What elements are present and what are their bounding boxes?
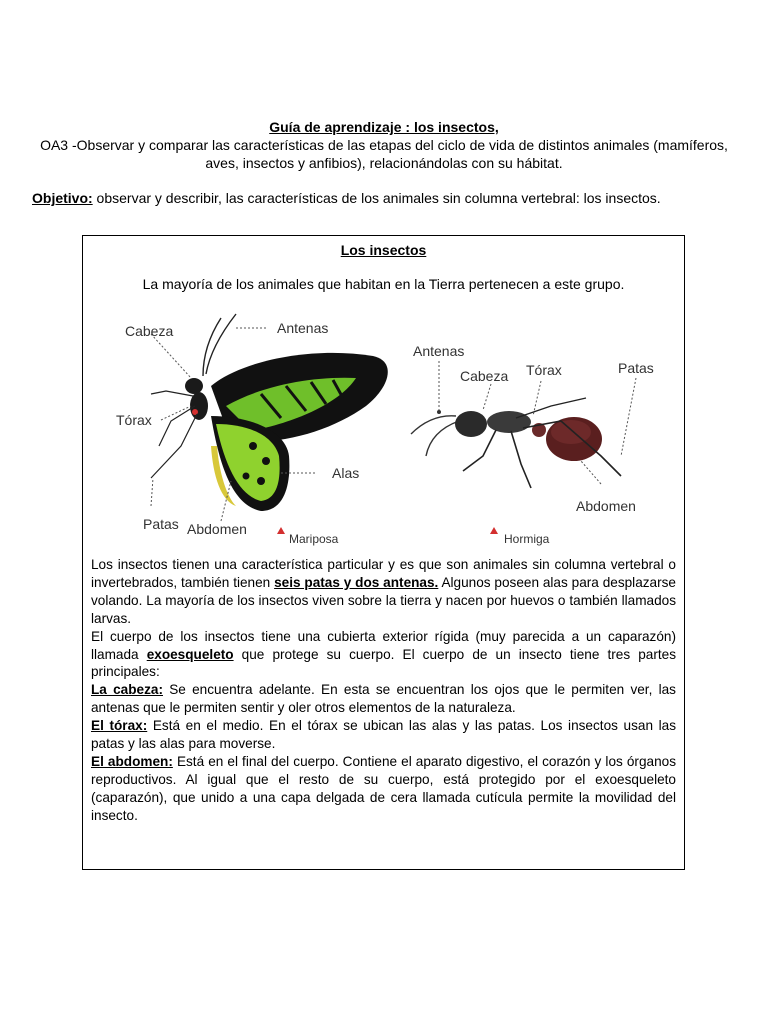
objective-label: Objetivo: — [32, 190, 93, 206]
page-title: Guía de aprendizaje : los insectos, — [269, 119, 499, 135]
highlight-exoskeleton: exoesqueleto — [146, 646, 234, 662]
thorax-label: El tórax: — [91, 718, 148, 734]
box-title: Los insectos — [340, 242, 427, 258]
butterfly-label-abdomen: Abdomen — [187, 521, 247, 537]
text-run: Está en el final del cuerpo. Contiene el aparato digestivo, el corazón y los órganos reproductivos. Al igual que el resto de su cuerpo, está protegido por el exoesqueleto (caparazón), que unido a una capa delgada de cera llamada cutícula permite la movilidad del insecto. — [91, 753, 676, 823]
text-run: El cuerpo de los insectos tiene una cubierta exterior rígida (muy parecida a un caparazón) llamada — [91, 628, 676, 662]
objective-text: observar y describir, las características de los animales sin columna vertebral: los insectos. — [92, 190, 661, 206]
text-run: Algunos poseen alas para desplazarse volando. La mayoría de los insectos viven sobre la tierra y nacen por huevos o también llamados larvas. — [91, 574, 676, 626]
highlight-six-legs-two-antennae: seis patas y dos antenas. — [274, 574, 439, 590]
ant-caption: Hormiga — [504, 532, 550, 546]
insect-anatomy-figure — [111, 306, 659, 551]
ant-label-abdomen: Abdomen — [576, 498, 636, 514]
head-label: La cabeza: — [91, 682, 163, 698]
butterfly-label-patas: Patas — [143, 516, 179, 532]
learning-objective-oa3: OA3 -Observar y comparar las características de las etapas del ciclo de vida de distintos animales (mamíferos, aves, insectos y anfibios), relacionándolas con su hábitat. — [40, 137, 728, 171]
paragraph-thorax — [91, 717, 676, 753]
butterfly-label-antenas: Antenas — [277, 320, 329, 336]
triangle-marker-icon — [490, 527, 498, 534]
abdomen-label: El abdomen: — [91, 753, 173, 769]
text-run: Los insectos tienen una característica particular y es que son animales sin columna vertebral o invertebrados, también tienen — [91, 557, 676, 590]
paragraph-general — [91, 556, 676, 628]
objective-line — [32, 189, 742, 207]
butterfly-label-alas: Alas — [332, 465, 360, 481]
paragraph-head — [91, 681, 676, 717]
ant-label-cabeza: Cabeza — [460, 368, 509, 384]
text-run: que protege su cuerpo. El cuerpo de un insecto tiene tres partes principales: — [91, 646, 676, 680]
butterfly-label-torax: Tórax — [116, 412, 152, 428]
ant-label-antenas: Antenas — [413, 343, 465, 359]
text-run: Está en el medio. En el tórax se ubican las alas y las patas. Los insectos usan las patas y las alas para moverse. — [91, 718, 677, 752]
box-intro: La mayoría de los animales que habitan en la Tierra pertenecen a este grupo. — [142, 276, 625, 292]
triangle-marker-icon — [277, 527, 285, 534]
text-run: Se encuentra adelante. En esta se encuentran los ojos que le permiten ver, las antenas que le permiten sentir y oler otros elementos de la naturaleza. — [91, 682, 676, 716]
butterfly-caption: Mariposa — [289, 532, 339, 546]
butterfly-label-cabeza: Cabeza — [125, 323, 174, 339]
butterfly-illustration — [116, 314, 388, 546]
insects-info-box — [82, 235, 685, 870]
paragraph-abdomen — [91, 753, 676, 825]
ant-label-torax: Tórax — [526, 362, 562, 378]
ant-label-patas: Patas — [618, 360, 654, 376]
paragraph-body — [91, 628, 676, 682]
box-body-text — [91, 556, 676, 825]
ant-illustration — [411, 343, 654, 546]
